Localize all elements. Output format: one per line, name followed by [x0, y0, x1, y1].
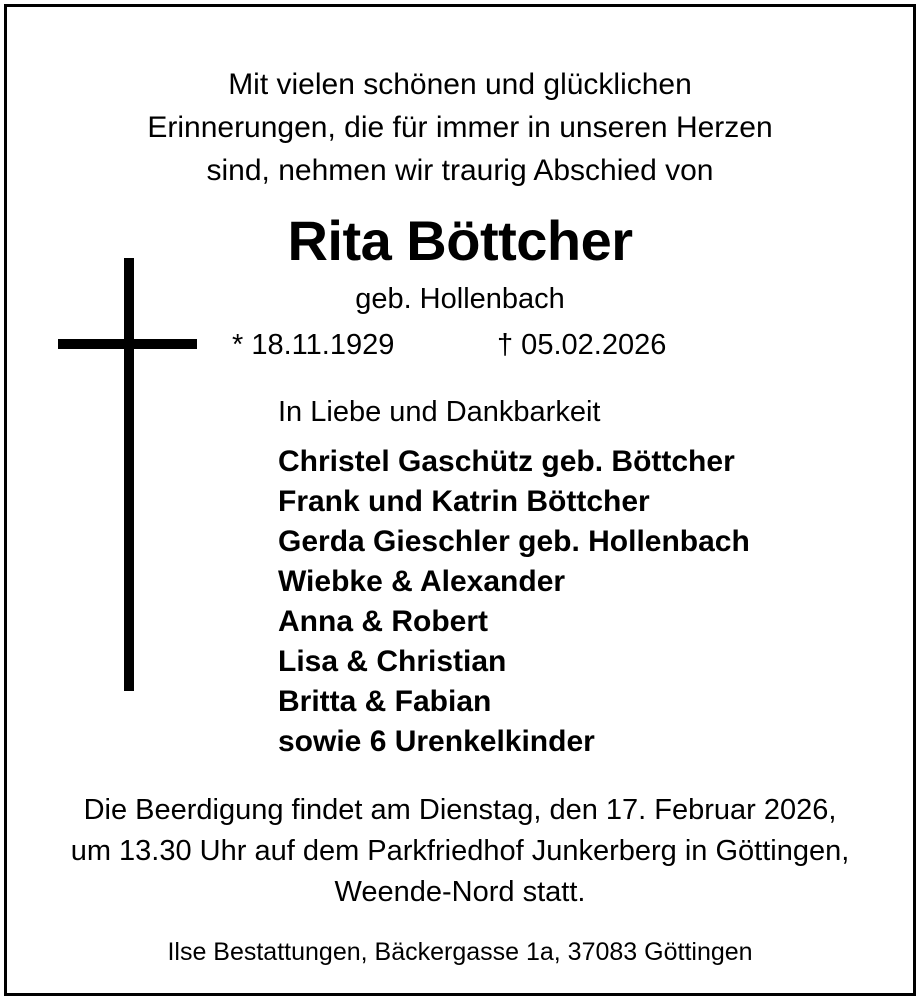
intro-line: Erinnerungen, die für immer in unseren Herzen — [147, 111, 773, 144]
funeral-line: Die Beerdigung findet am Dienstag, den 17. Februar 2026, — [83, 794, 837, 826]
death-date: † 05.02.2026 — [497, 329, 667, 361]
intro-line: sind, nehmen wir traurig Abschied von — [206, 154, 714, 187]
mourners-list — [278, 442, 750, 762]
funeral-line: Weende-Nord statt. — [334, 876, 586, 908]
funeral-details — [0, 790, 920, 913]
funeral-line: um 13.30 Uhr auf dem Parkfriedhof Junkerberg in Göttingen, — [70, 835, 850, 867]
intro-text — [0, 63, 920, 192]
mourner-name: Christel Gaschütz geb. Böttcher — [278, 445, 735, 478]
cross-horizontal-bar — [58, 339, 197, 349]
maiden-name: geb. Hollenbach — [355, 283, 565, 315]
cross-vertical-bar — [124, 258, 134, 691]
mourner-name: Lisa & Christian — [278, 645, 507, 678]
mourners-intro: In Liebe und Dankbarkeit — [278, 396, 601, 428]
mourner-name: Gerda Gieschler geb. Hollenbach — [278, 525, 750, 558]
mourner-name: Frank und Katrin Böttcher — [278, 485, 650, 518]
deceased-name: Rita Böttcher — [287, 209, 633, 272]
intro-line: Mit vielen schönen und glücklichen — [228, 68, 692, 101]
mourner-name: Britta & Fabian — [278, 685, 492, 718]
undertaker-info: Ilse Bestattungen, Bäckergasse 1a, 37083 Göttingen — [167, 938, 753, 966]
mourner-name: Wiebke & Alexander — [278, 565, 566, 598]
mourner-name: Anna & Robert — [278, 605, 488, 638]
birth-date: * 18.11.1929 — [232, 329, 395, 361]
mourner-name: sowie 6 Urenkelkinder — [278, 725, 595, 758]
